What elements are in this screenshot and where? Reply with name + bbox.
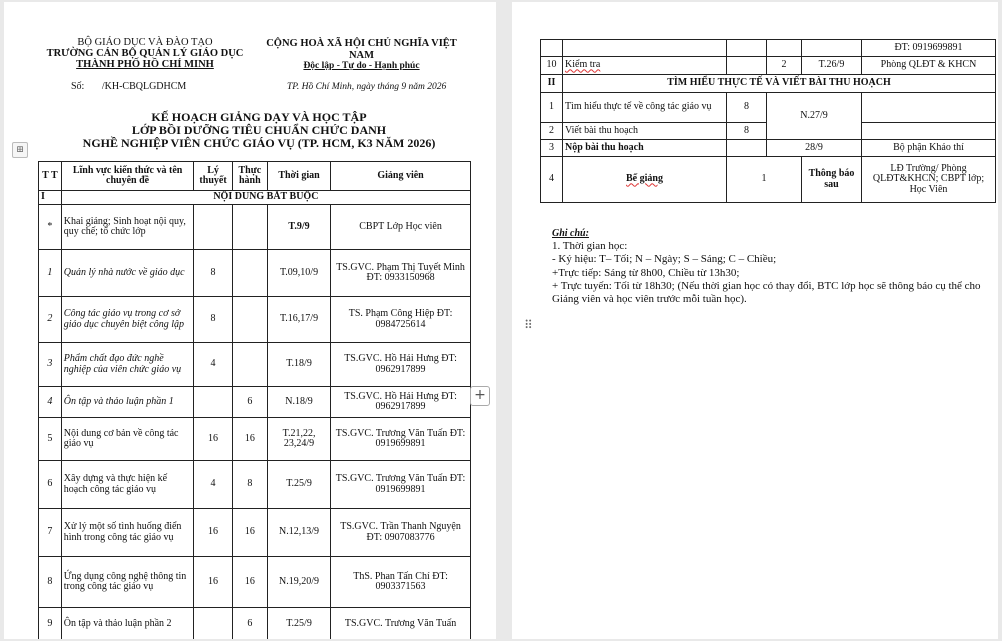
table-row: 2 Viết bài thu hoạch 8: [541, 123, 996, 140]
document-page-left: [4, 2, 496, 639]
col-header-tt: T T: [39, 162, 62, 191]
table-header-row: [39, 162, 471, 191]
section-title-2: TÌM HIỂU THỰC TẾ VÀ VIẾT BÀI THU HOẠCH: [563, 75, 996, 93]
document-page-right: [512, 2, 998, 639]
table-row: 9 Ôn tập và thảo luận phần 2 6 T.25/9 TS.GVC. Trương Văn Tuấn: [39, 608, 471, 640]
nation-title: CỘNG HOÀ XÃ HỘI CHỦ NGHĨA VIỆT NAM: [266, 38, 457, 61]
nation-motto: Độc lập - Tự do - Hạnh phúc: [303, 61, 420, 71]
table-row: 4 Ôn tập và thảo luận phần 1 6 N.18/9 TS.GVC. Hồ Hải Hưng ĐT: 0962917899: [39, 387, 471, 418]
org-line-city: THÀNH PHỐ HỒ CHÍ MINH: [76, 59, 214, 70]
col-header-lecturer: Giảng viên: [331, 162, 471, 191]
note-line: + Trực tuyến: Tối từ 18h30; (Nếu thời gian học có thay đổi, BTC lớp học sẽ thông báo cụ thể cho Giảng viên và học viên trước mỗi tuần học).: [552, 279, 981, 306]
table-row: ĐT: 0919699891: [541, 40, 996, 57]
table-row: 2 Công tác giáo vụ trong cơ sở giáo dục chuyên biệt công lập 8 T.16,17/9 TS. Phạm Công Hiệp ĐT: 0984725614: [39, 297, 471, 343]
table-row: 6 Xây dựng và thực hiện kế hoạch công tác giáo vụ 4 8 T.25/9 TS.GVC. Trương Văn Tuấn ĐT: 0919699891: [39, 461, 471, 509]
table-row: 8 Ứng dụng công nghệ thông tin trong công tác giáo vụ 16 16 N.19,20/9 ThS. Phan Tấn Chí ĐT: 0903371563: [39, 557, 471, 608]
table-row: 1 Quản lý nhà nước về giáo dục 8 T.09,10/9 TS.GVC. Phạm Thị Tuyết Minh ĐT: 0933150968: [39, 250, 471, 297]
org-header: [40, 37, 250, 70]
date-line: TP. Hồ Chí Minh, ngày tháng 9 năm 2026: [287, 82, 447, 92]
table-row: 3 Nộp bài thu hoạch 28/9 Bộ phận Khảo thí: [541, 140, 996, 157]
col-header-time: Thời gian: [267, 162, 330, 191]
notes-section: [552, 227, 992, 306]
section-row-2: II TÌM HIỂU THỰC TẾ VÀ VIẾT BÀI THU HOẠCH: [541, 75, 996, 93]
col-header-topic: Lĩnh vực kiến thức và tên chuyên đề: [61, 162, 194, 191]
section-title-1: NỘI DUNG BẮT BUỘC: [61, 191, 470, 205]
table-row: * Khai giảng; Sinh hoạt nội quy, quy chế; tổ chức lớp T.9/9 CBPT Lớp Học viên: [39, 205, 471, 250]
table-row: 4 Bế giảng 1 Thông báo sau LĐ Trường/ Phòng QLĐT&KHCN; CBPT lớp; Học Viên: [541, 157, 996, 203]
col-header-theory: Lý thuyết: [194, 162, 232, 191]
org-line-ministry: BỘ GIÁO DỤC VÀ ĐÀO TẠO: [77, 37, 213, 48]
nation-header: [254, 38, 469, 73]
document-number: Số: /KH-CBQLGDHCM: [71, 81, 187, 92]
table-row: 3 Phẩm chất đạo đức nghề nghiệp của viên chức giáo vụ 4 T.18/9 TS.GVC. Hồ Hải Hưng ĐT: 0962917899: [39, 343, 471, 387]
drag-handle-icon[interactable]: ⠿: [524, 318, 532, 332]
title-line-2: LỚP BỒI DƯỠNG TIÊU CHUẨN CHỨC DANH: [131, 123, 387, 137]
col-header-practice: Thực hành: [232, 162, 267, 191]
document-title: [34, 111, 484, 150]
add-row-button[interactable]: +: [470, 386, 490, 406]
table-row: 1 Tìm hiểu thực tế về công tác giáo vụ 8 N.27/9: [541, 93, 996, 123]
notes-heading: Ghi chú:: [552, 228, 589, 239]
table-row: 10 Kiểm tra 2 T.26/9 Phòng QLĐT & KHCN: [541, 57, 996, 75]
note-line: - Ký hiệu: T– Tối; N – Ngày; S – Sáng; C – Chiều;: [552, 253, 777, 266]
table-row: 7 Xử lý một số tình huống điển hình trong công tác giáo vụ 16 16 N.12,13/9 TS.GVC. Trần Thanh Nguyện ĐT: 0907083776: [39, 509, 471, 557]
section-row-1: I NỘI DUNG BẮT BUỘC: [39, 191, 471, 205]
note-line: 1. Thời gian học:: [552, 240, 628, 253]
title-line-1: KẾ HOẠCH GIẢNG DẠY VÀ HỌC TẬP: [151, 110, 367, 124]
table-row: 5 Nội dung cơ bản về công tác giáo vụ 16 16 T.21,22, 23,24/9 TS.GVC. Trương Văn Tuấn ĐT: 0919699891: [39, 418, 471, 461]
table-move-handle[interactable]: ⊞: [12, 142, 28, 158]
schedule-table-continued: [540, 39, 996, 203]
title-line-3: NGHỀ NGHIỆP VIÊN CHỨC GIÁO VỤ (TP. HCM, K3 NĂM 2026): [82, 136, 436, 150]
org-line-school: TRƯỜNG CÁN BỘ QUẢN LÝ GIÁO DỤC: [46, 48, 244, 59]
note-line: +Trực tiếp: Sáng từ 8h00, Chiều từ 13h30;: [552, 266, 740, 279]
schedule-table: [38, 161, 471, 639]
